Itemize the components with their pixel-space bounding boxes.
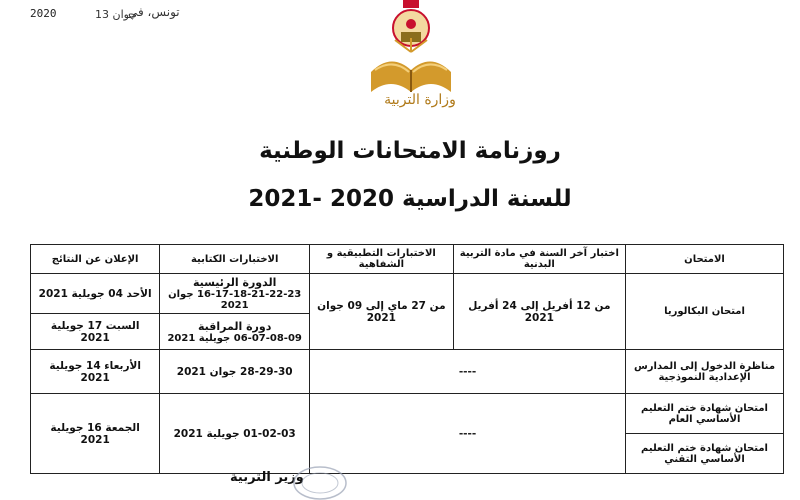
exam-name-bac: امتحان البكالوريا	[626, 274, 784, 350]
control-session-dates: 06-07-08-09 جويلية 2021	[167, 332, 302, 344]
bac-control-written	[160, 314, 310, 350]
bac-main-results: الأحد 04 جويلية 2021	[31, 274, 160, 314]
header-exam: الامتحان	[626, 245, 784, 274]
basic-pe-oral: ----	[310, 394, 626, 474]
header-results: الإعلان عن النتائج	[31, 245, 160, 274]
table-row-basic-general	[31, 394, 784, 434]
basic-written: 01-02-03 جويلية 2021	[160, 394, 310, 474]
exam-name-basic-general: امتحان شهادة ختم التعليم الأساسي العام	[626, 394, 784, 434]
exam-calendar-table	[30, 244, 784, 474]
header-pe: اختبار آخر السنة في مادة التربية البدنية	[453, 245, 625, 274]
signature-title: وزير التربية	[230, 470, 304, 485]
basic-results: الجمعة 16 جويلية 2021	[31, 394, 160, 474]
exam-name-pioneer: مناظرة الدخول إلى المدارس الإعدادية النموذجية	[626, 350, 784, 394]
header-oral: الاختبارات التطبيقية و الشفاهية	[310, 245, 454, 274]
official-seal	[290, 455, 350, 500]
table-row-pioneer	[31, 350, 784, 394]
bac-main-written	[160, 274, 310, 314]
pioneer-results: الأربعاء 14 جويلية 2021	[31, 350, 160, 394]
control-session-title: دورة المراقبة	[197, 319, 272, 333]
page-subtitle: للسنة الدراسية 2020 -2021	[248, 186, 572, 212]
table-row-bac-main	[31, 274, 784, 314]
pioneer-pe-oral: ----	[310, 350, 626, 394]
page-title: روزنامة الامتحانات الوطنية	[259, 138, 561, 164]
bac-control-results: السبت 17 جويلية 2021	[31, 314, 160, 350]
date-year: 2020	[30, 7, 57, 20]
bac-pe-dates: من 12 أفريل إلى 24 أفريل 2021	[453, 274, 625, 350]
main-session-title: الدورة الرئيسية	[192, 276, 277, 289]
pioneer-written: 28-29-30 جوان 2021	[160, 350, 310, 394]
date-day-month: 13 جوان	[95, 8, 137, 21]
ministry-name: وزارة التربية	[384, 92, 456, 108]
main-session-dates: 16-17-18-21-22-23 جوان 2021	[168, 289, 302, 311]
date-place: تونس، في	[128, 5, 180, 19]
exam-name-basic-technical: امتحان شهادة ختم التعليم الأساسي التقني	[626, 434, 784, 474]
header-written: الاختبارات الكتابية	[160, 245, 310, 274]
bac-oral-dates: من 27 ماي إلى 09 جوان 2021	[310, 274, 454, 350]
table-header-row	[31, 245, 784, 274]
